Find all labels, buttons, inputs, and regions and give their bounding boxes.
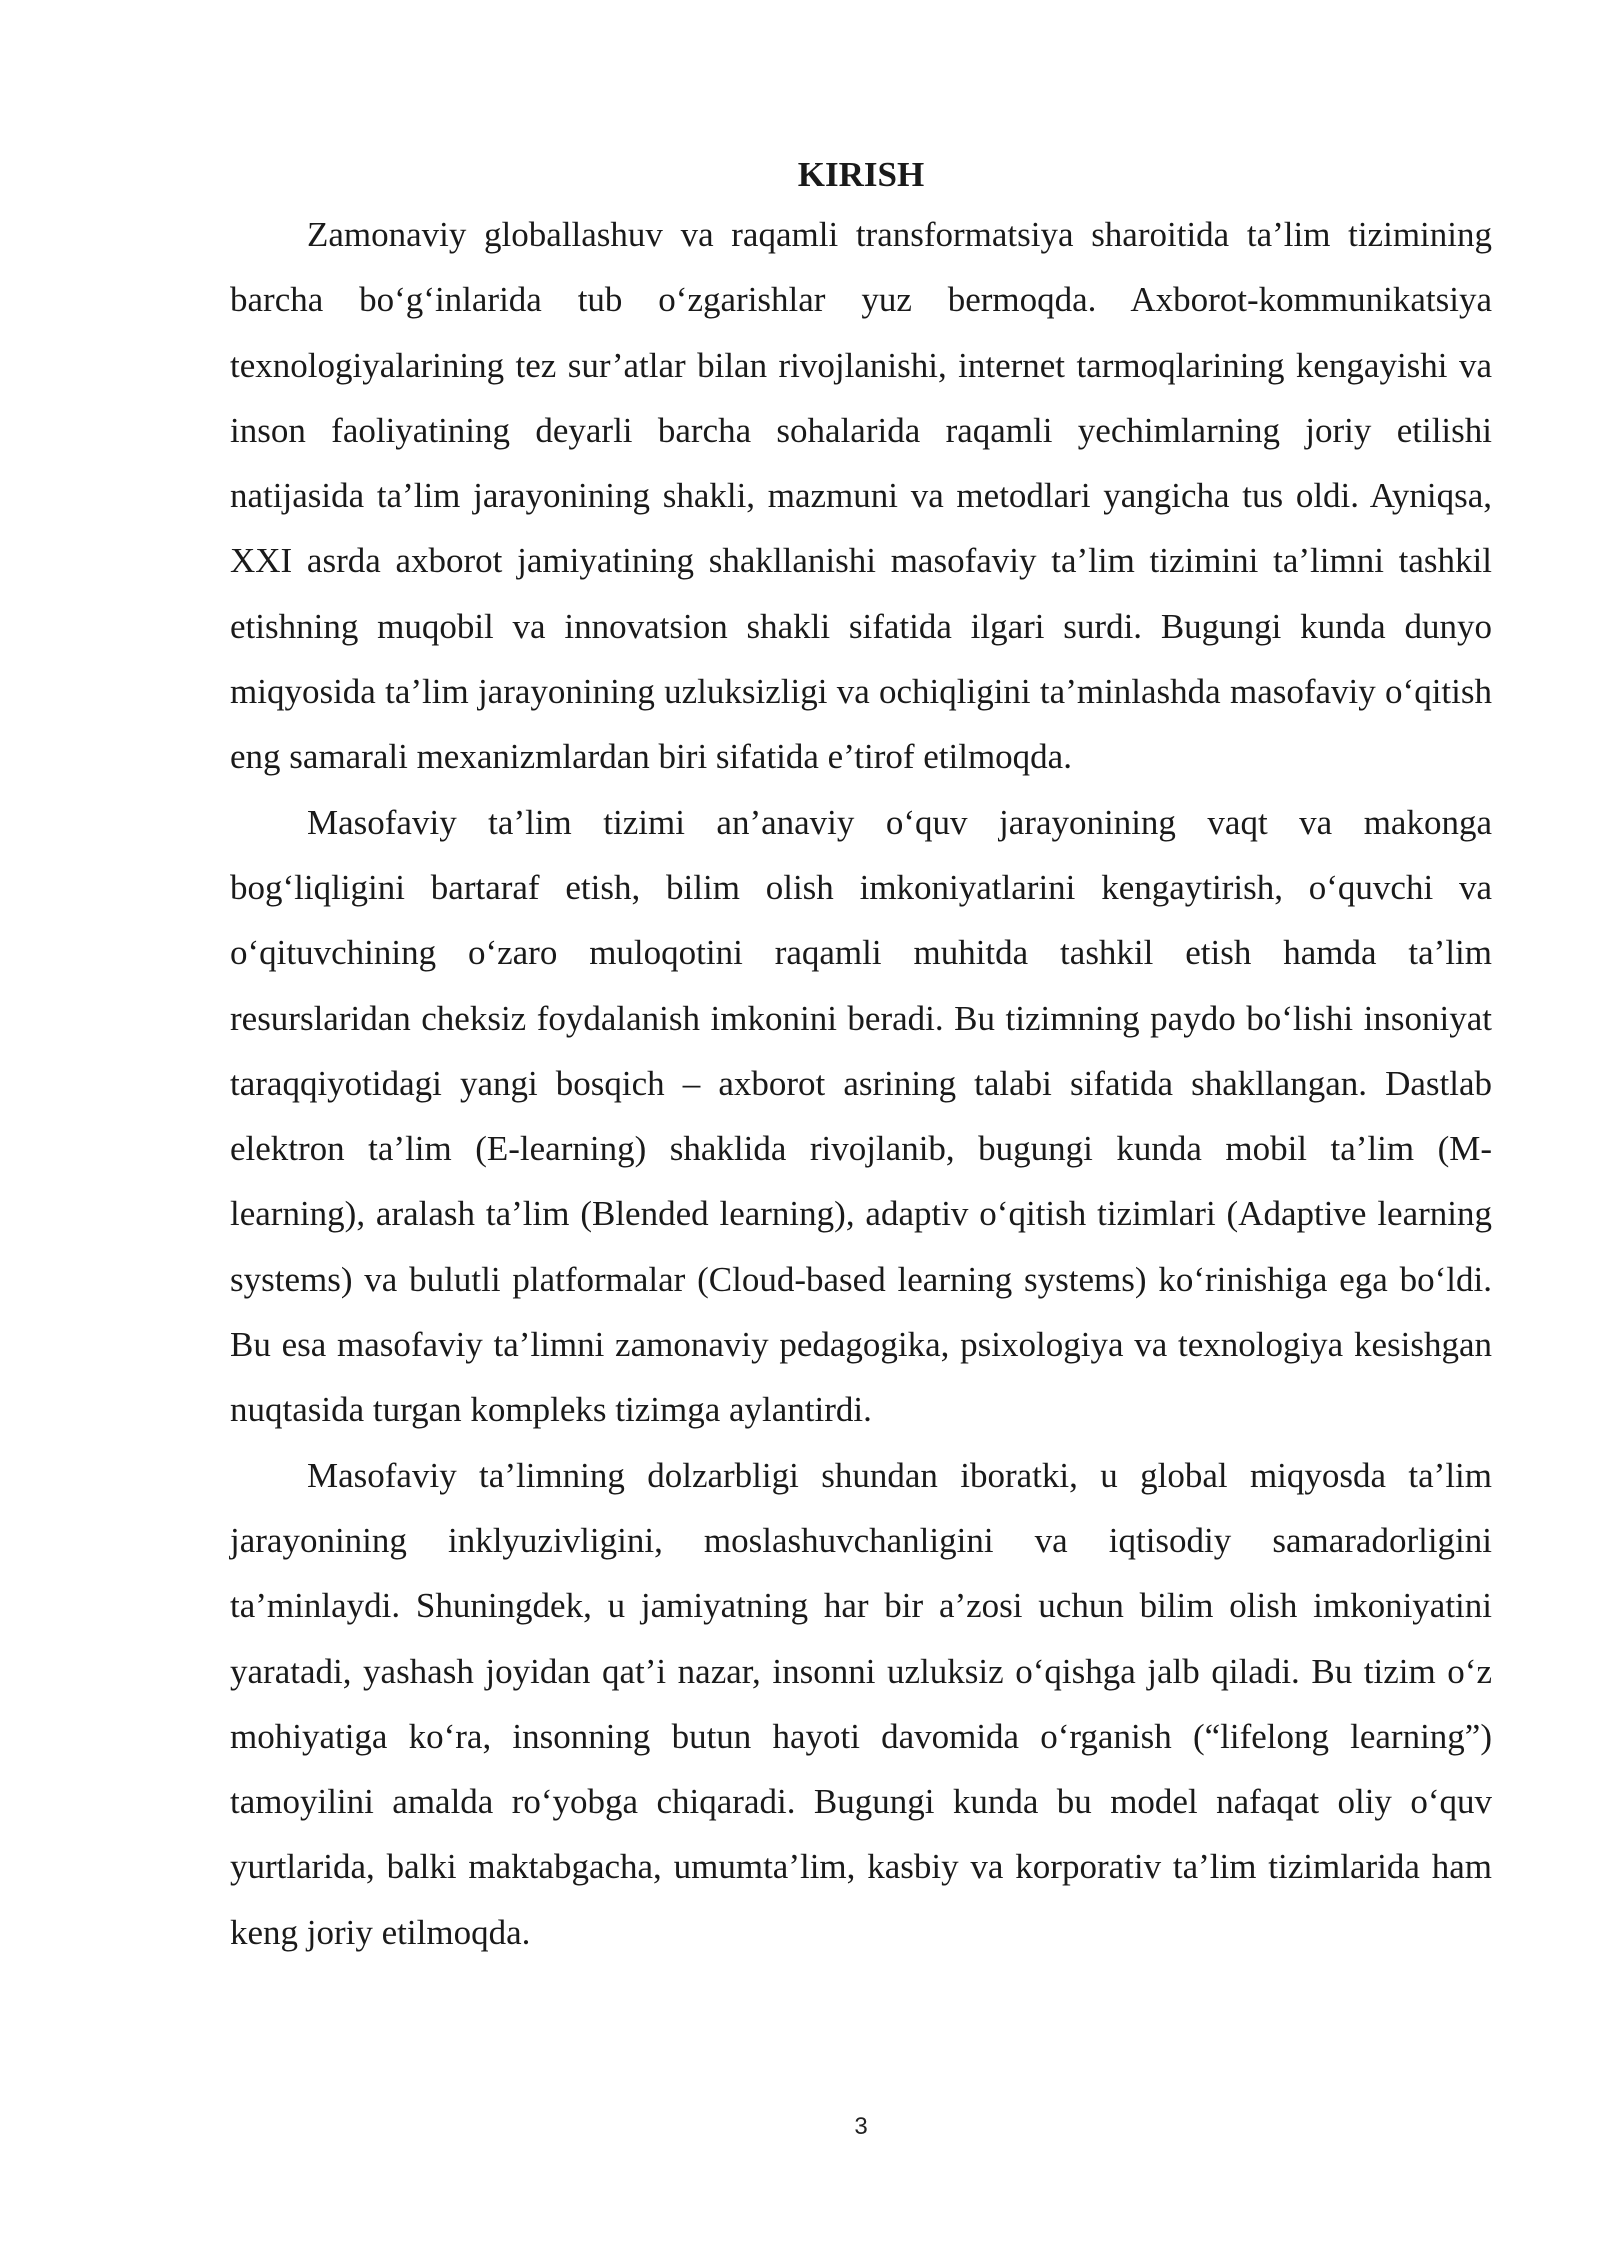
- paragraph-2: Masofaviy ta’lim tizimi an’anaviy o‘quv jarayonining vaqt va makonga bog‘liqligini bartaraf etish, bilim olish imkoniyatlarini kengaytirish, o‘quvchi va o‘qituvchining o‘zaro muloqotini raqamli muhitda tashkil etish hamda ta’lim resurslaridan cheksiz foydalanish imkonini beradi. Bu tizimning paydo bo‘lishi insoniyat taraqqiyotidagi yangi bosqich – axborot asrining talabi sifatida shakllangan. Dastlab elektron ta’lim (E-learning) shaklida rivojlanib, bugungi kunda mobil ta’lim (M-learning), aralash ta’lim (Blended learning), adaptiv o‘qitish tizimlari (Adaptive learning systems) va bulutli platformalar (Cloud-based learning systems) ko‘rinishiga ega bo‘ldi. Bu esa masofaviy ta’limni zamonaviy pedagogika, psixologiya va texnologiya kesishgan nuqtasida turgan kompleks tizimga aylantirdi.: [230, 802, 1492, 1430]
- section-heading: KIRISH: [797, 155, 925, 194]
- paragraph-3: Masofaviy ta’limning dolzarbligi shundan iboratki, u global miqyosda ta’lim jarayonining inklyuzivligini, moslashuvchanligini va iqtisodiy samaradorligini ta’minlaydi. Shuningdek, u jamiyatning har bir a’zosi uchun bilim olish imkoniyatini yaratadi, yashash joyidan qat’i nazar, insonni uzluksiz o‘qishga jalb qiladi. Bu tizim o‘z mohiyatiga ko‘ra, insonning butun hayoti davomida o‘rganish (“lifelong learning”) tamoyilini amalda ro‘yobga chiqaradi. Bugungi kunda bu model nafaqat oliy o‘quv yurtlarida, balki maktabgacha, umumta’lim, kasbiy va korporativ ta’lim tizimlarida ham keng joriy etilmoqda.: [230, 1455, 1492, 1952]
- paragraph-1: Zamonaviy globallashuv va raqamli transformatsiya sharoitida ta’lim tizimining barcha bo‘g‘inlarida tub o‘zgarishlar yuz bermoqda. Axborot-kommunikatsiya texnologiyalarining tez sur’atlar bilan rivojlanishi, internet tarmoqlarining kengayishi va inson faoliyatining deyarli barcha sohalarida raqamli yechimlarning joriy etilishi natijasida ta’lim jarayonining shakli, mazmuni va metodlari yangicha tus oldi. Ayniqsa, XXI asrda axborot jamiyatining shakllanishi masofaviy ta’lim tizimini ta’limni tashkil etishning muqobil va innovatsion shakli sifatida ilgari surdi. Bugungi kunda dunyo miqyosida ta’lim jarayonining uzluksizligi va ochiqligini ta’minlashda masofaviy o‘qitish eng samarali mexanizmlardan biri sifatida e’tirof etilmoqda.: [230, 215, 1492, 777]
- document-body: [230, 148, 1492, 1965]
- page-number: 3: [854, 2113, 868, 2140]
